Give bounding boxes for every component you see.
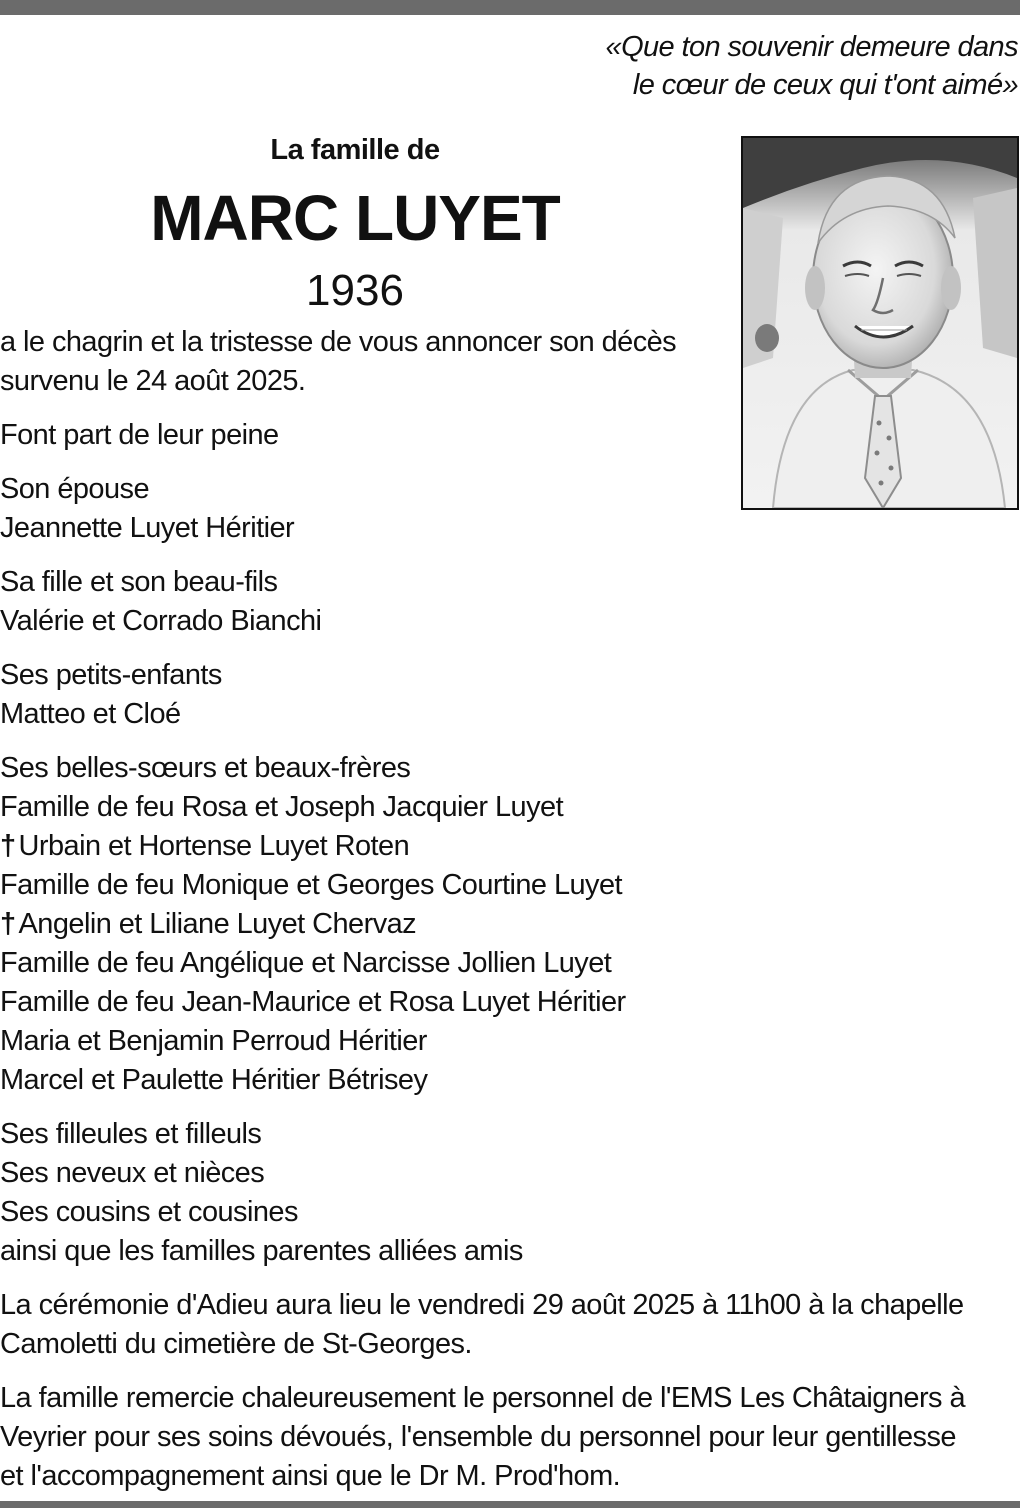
in-law-line: [0, 983, 1018, 1022]
font-part-line: Font part de leur peine: [0, 419, 279, 451]
bottom-border-bar: [0, 1501, 1020, 1508]
others-line: ainsi que les familles parentes alliées amis: [0, 1235, 523, 1267]
in-law-text: Famille de feu Monique et Georges Courtine Luyet: [0, 869, 623, 901]
in-law-line: [0, 827, 1018, 866]
in-law-line: [0, 866, 1018, 905]
others-line: Ses filleules et filleuls: [0, 1118, 262, 1150]
obituary-body: [0, 323, 1020, 1511]
epigraph-line-2: le cœur de ceux qui t'ont aimé»: [632, 69, 1018, 101]
thanks-line-2: Veyrier pour ses soins dévoués, l'ensemble du personnel pour leur gentillesse: [0, 1421, 956, 1453]
epigraph-quote: [606, 28, 1018, 104]
in-law-line: [0, 905, 1018, 944]
in-law-text: Famille de feu Jean-Maurice et Rosa Luyet Héritier: [0, 986, 626, 1018]
font-part-paragraph: [0, 416, 1020, 455]
in-laws-title: Ses belles-sœurs et beaux-frères: [0, 752, 411, 784]
cross-symbol: †: [0, 908, 16, 940]
in-law-text: Angelin et Liliane Luyet Chervaz: [18, 908, 417, 940]
epigraph-line-1: «Que ton souvenir demeure dans: [605, 31, 1018, 63]
others-paragraph: [0, 1115, 1020, 1271]
thanks-line-3: et l'accompagnement ainsi que le Dr M. Prod'hom.: [0, 1460, 621, 1492]
spouse-title: Son épouse: [0, 473, 150, 505]
in-law-line: [0, 1061, 1018, 1100]
deceased-name: MARC LUYET: [150, 182, 560, 254]
ceremony-line-1: La cérémonie d'Adieu aura lieu le vendredi 29 août 2025 à 11h00 à la chapelle: [0, 1289, 964, 1321]
cross-symbol: †: [0, 830, 16, 862]
birth-year: 1936: [306, 266, 404, 315]
ceremony-paragraph: [0, 1286, 1020, 1364]
in-law-text: Marcel et Paulette Héritier Bétrisey: [0, 1064, 428, 1096]
spouse-paragraph: [0, 470, 1020, 548]
in-law-text: Urbain et Hortense Luyet Roten: [18, 830, 410, 862]
in-law-line: [0, 944, 1018, 983]
in-law-text: Maria et Benjamin Perroud Héritier: [0, 1025, 427, 1057]
grandchildren-paragraph: [0, 656, 1020, 734]
in-law-text: Famille de feu Rosa et Joseph Jacquier Luyet: [0, 791, 564, 823]
ceremony-line-2: Camoletti du cimetière de St-Georges.: [0, 1328, 472, 1360]
in-law-text: Famille de feu Angélique et Narcisse Jollien Luyet: [0, 947, 612, 979]
top-border-bar: [0, 0, 1020, 15]
thanks-paragraph: [0, 1379, 1020, 1496]
others-line: Ses neveux et nièces: [0, 1157, 265, 1189]
family-of-heading: La famille de: [270, 134, 440, 166]
announcement-paragraph: [0, 323, 1020, 401]
thanks-line-1: La famille remercie chaleureusement le personnel de l'EMS Les Châtaigners à: [0, 1382, 966, 1414]
grandchildren-title: Ses petits-enfants: [0, 659, 222, 691]
daughter-title: Sa fille et son beau-fils: [0, 566, 278, 598]
others-line: Ses cousins et cousines: [0, 1196, 298, 1228]
announcement-line-2: survenu le 24 août 2025.: [0, 365, 306, 397]
spouse-name: Jeannette Luyet Héritier: [0, 512, 295, 544]
grandchildren-names: Matteo et Cloé: [0, 698, 181, 730]
in-law-line: [0, 788, 1018, 827]
daughter-names: Valérie et Corrado Bianchi: [0, 605, 322, 637]
daughter-paragraph: [0, 563, 1020, 641]
in-laws-paragraph: [0, 749, 1020, 1100]
in-law-line: [0, 1022, 1018, 1061]
announcement-line-1: a le chagrin et la tristesse de vous annoncer son décès: [0, 326, 677, 358]
